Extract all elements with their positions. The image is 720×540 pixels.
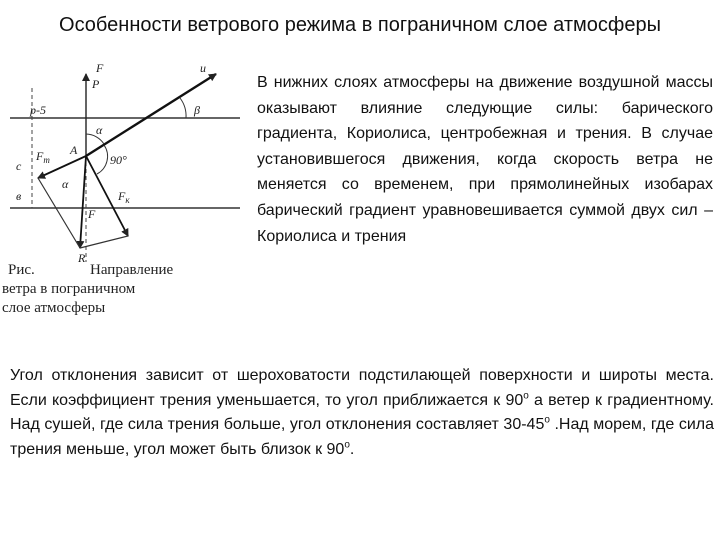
deflection-angle-paragraph: Угол отклонения зависит от шероховатости подстилающей поверхности и широты места. Если коэффициент трения уменьшается, то угол приближается к $90^о$ а ветер к градиентному. Над сушей, где сила трения больше, угол отклонения составляет $30-45^о$ .Над морем, где сила трения меньше, угол может быть близок к $90^о$. [10, 367, 714, 458]
wind-direction-diagram [0, 52, 250, 330]
beta-arc [180, 98, 186, 118]
label-fk: $F_к$ [118, 189, 130, 205]
label-r: R [78, 251, 86, 265]
page-title: Особенности ветрового режима в пограничном слое атмосферы [59, 14, 661, 36]
caption-line1-right: Направление [90, 262, 174, 278]
caption-line2: ветра в пограничном [2, 281, 136, 297]
resultant-force-vector [80, 156, 86, 248]
label-ft: $F_т$ [36, 149, 50, 165]
construction-line-2 [80, 236, 128, 248]
label-alpha-left: α [62, 177, 69, 191]
label-c: с [16, 159, 22, 173]
label-u: u [200, 61, 206, 75]
label-beta: β [194, 103, 200, 117]
construction-line-1 [38, 178, 80, 248]
forces-paragraph: В нижних слоях атмосферы на движение воздушной массы оказывают влияние следующие силы: барического градиента, Кориолиса, центробежная и трения. В случае установившегося движения, когда скорость ветра не меняется со временем, при прямолинейных изобарах барический градиент уравновешивается суммой двух сил – Кориолиса и трения [257, 74, 713, 245]
label-p5: p-5 [30, 103, 46, 117]
caption-line3: слое атмосферы [2, 300, 106, 316]
label-alpha-top: α [96, 123, 103, 137]
label-fp: F [96, 61, 104, 75]
label-f: F [88, 207, 96, 221]
label-b: в [16, 189, 22, 203]
caption-line1-left: Рис. [8, 262, 35, 278]
label-p: P [92, 77, 100, 91]
label-90: 90° [110, 153, 127, 167]
label-a: A [70, 143, 78, 157]
